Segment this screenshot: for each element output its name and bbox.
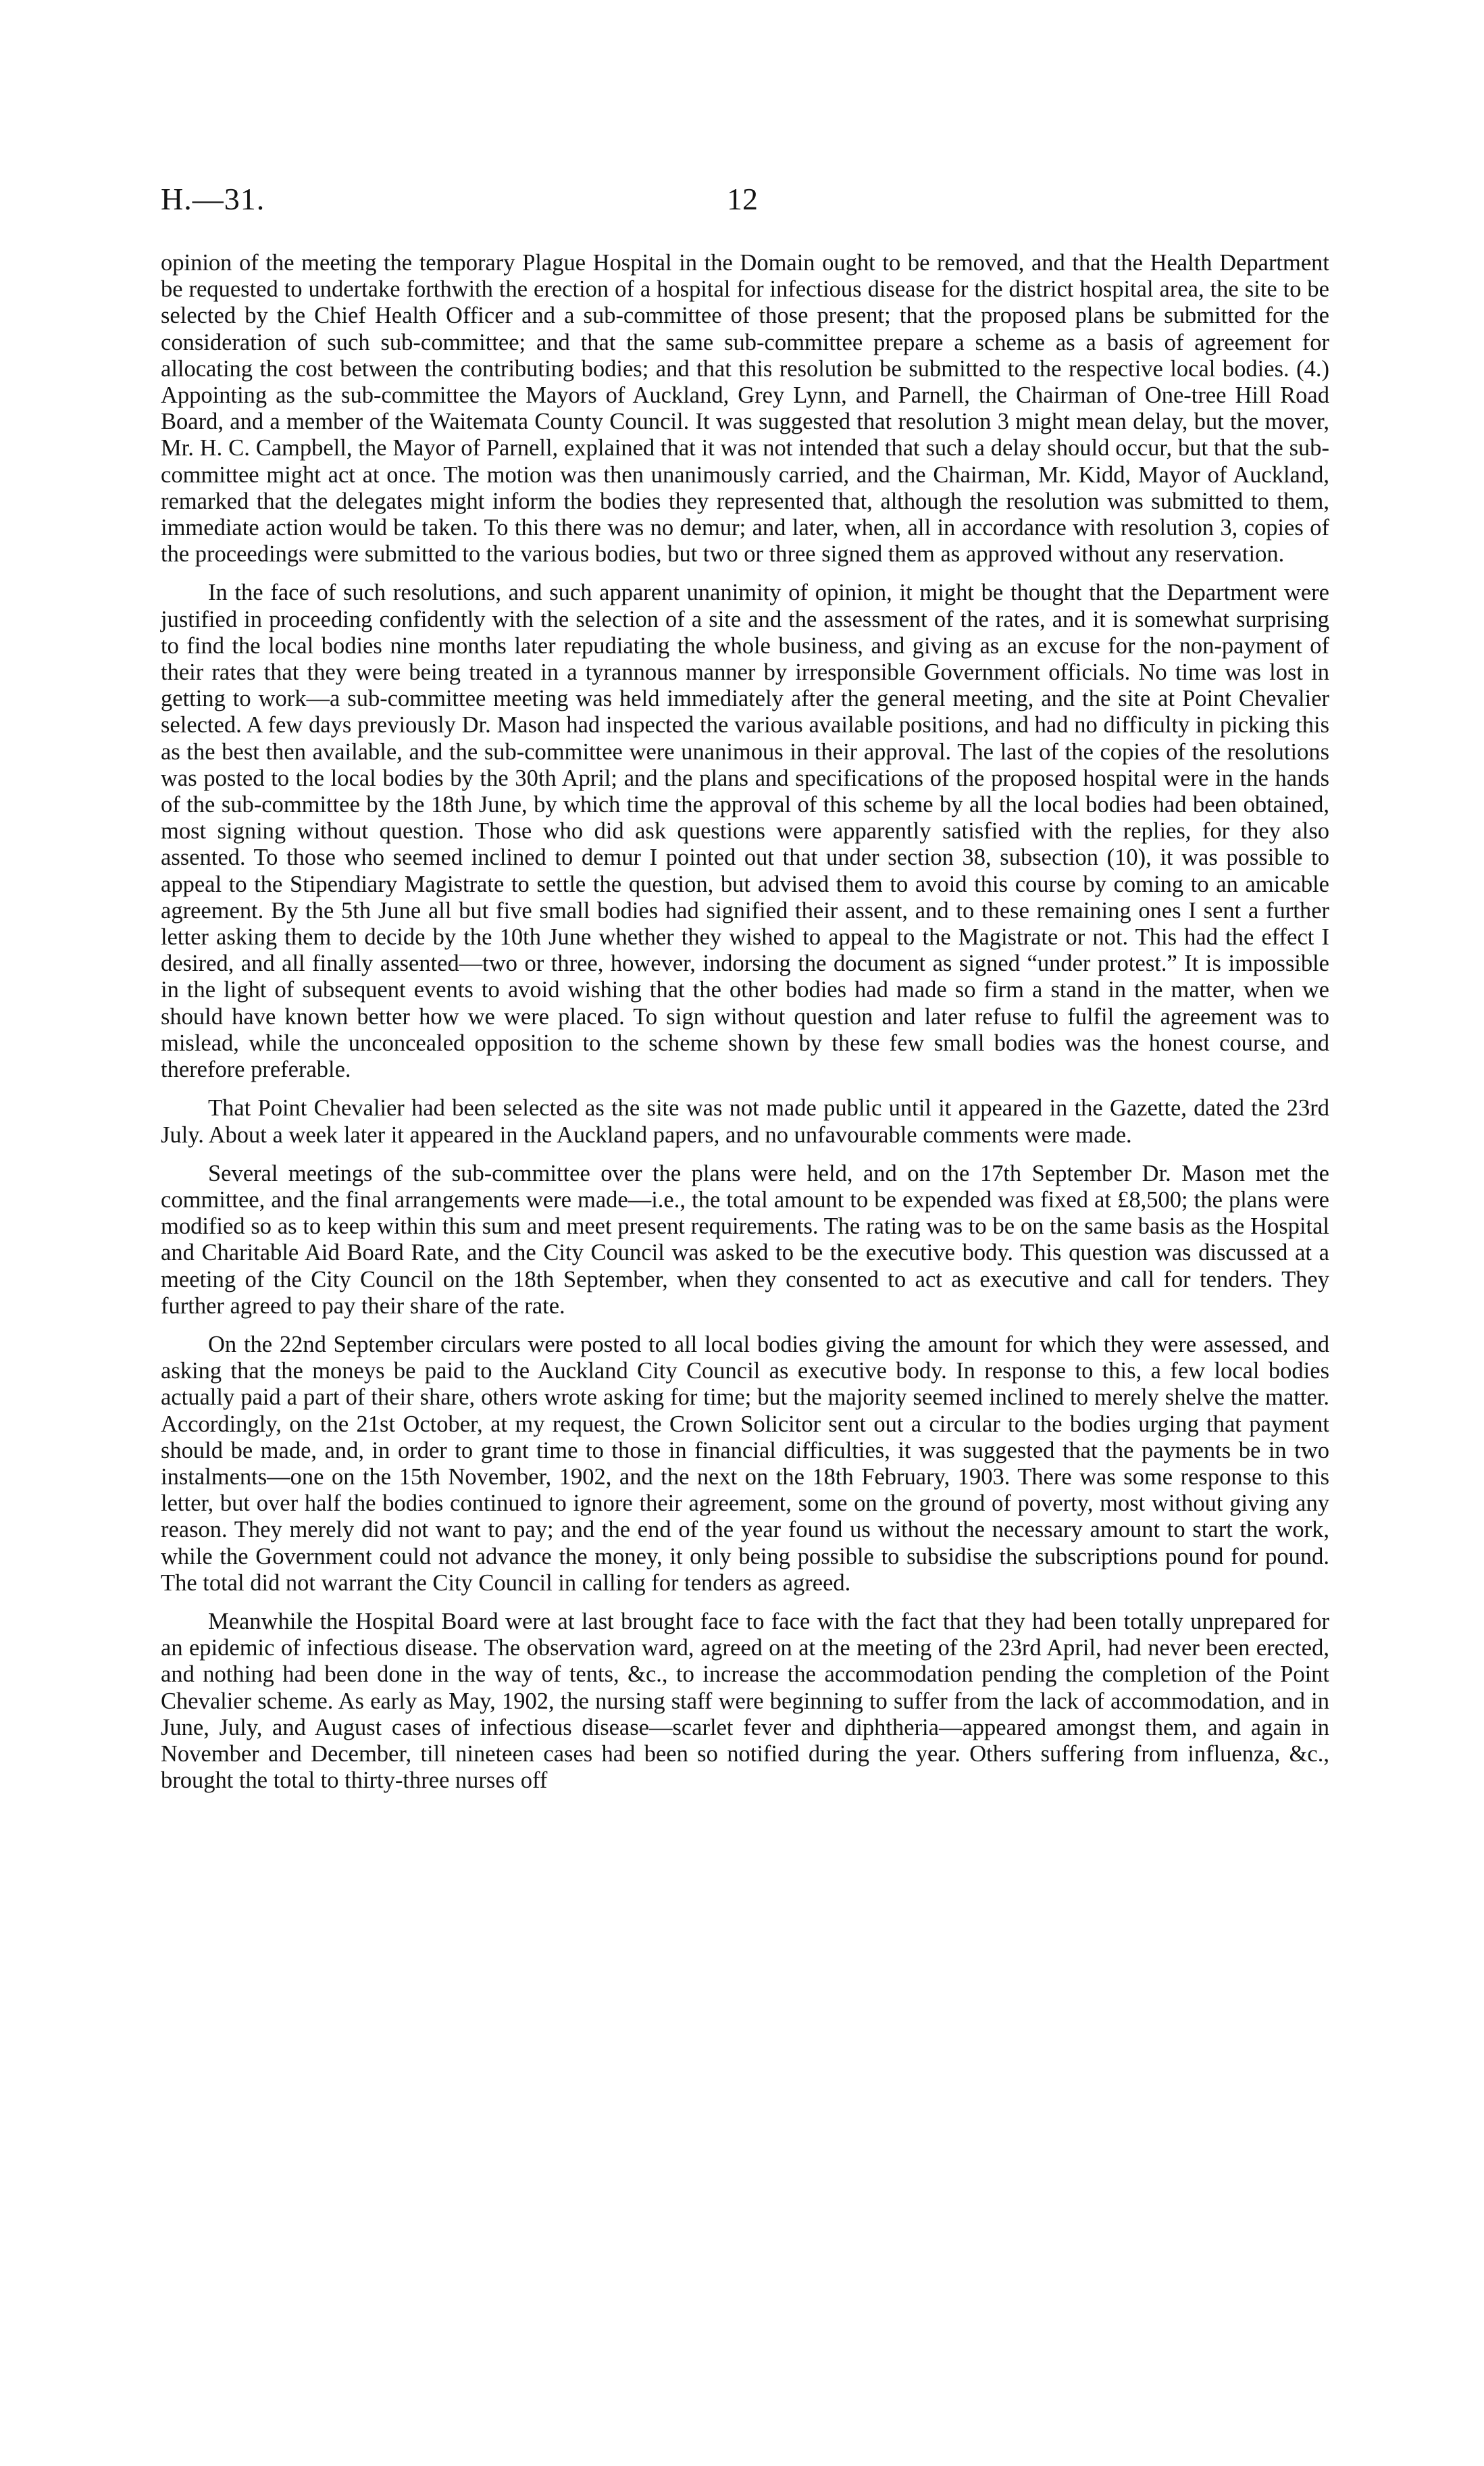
page-header	[161, 181, 1329, 228]
paragraph-5: On the 22nd September circulars were posted to all local bodies giving the amount for which they were assessed, and asking that the moneys be paid to the Auckland City Council as executive body. In response to this, a few local bodies actually paid a part of their share, others wrote asking for time; but the majority seemed inclined to merely shelve the matter. Accordingly, on the 21st October, at my request, the Crown Solicitor sent out a circular to the bodies urging that payment should be made, and, in order to grant time to those in financial difficulties, it was suggested that the payments be in two instalments—one on the 15th November, 1902, and the next on the 18th February, 1903. There was some response to this letter, but over half the bodies continued to ignore their agreement, some on the ground of poverty, most without giving any reason. They merely did not want to pay; and the end of the year found us without the necessary amount to start the work, while the Government could not advance the money, it only being possible to subsidise the subscriptions pound for pound. The total did not warrant the City Council in calling for tenders as agreed.	[161, 1331, 1329, 1596]
paragraph-3: That Point Chevalier had been selected as the site was not made public until it appeared in the Gazette, dated the 23rd July. About a week later it appeared in the Auckland papers, and no unfavourable comments were made.	[161, 1095, 1329, 1148]
paragraph-4: Several meetings of the sub-committee over the plans were held, and on the 17th September Dr. Mason met the committee, and the final arrangements were made—i.e., the total amount to be expended was fixed at £8,500; the plans were modified so as to keep within this sum and meet present requirements. The rating was to be on the same basis as the Hospital and Charitable Aid Board Rate, and the City Council was asked to be the executive body. This question was discussed at a meeting of the City Council on the 18th September, when they consented to act as executive and call for tenders. They further agreed to pay their share of the rate.	[161, 1160, 1329, 1319]
page-number: 12	[727, 182, 758, 216]
document-reference: H.—31.	[161, 182, 265, 216]
paragraph-6: Meanwhile the Hospital Board were at last brought face to face with the fact that they had been totally unprepared for an epidemic of infectious disease. The observation ward, agreed on at the meeting of the 23rd April, had never been erected, and nothing had been done in the way of tents, &c., to increase the accommodation pending the completion of the Point Chevalier scheme. As early as May, 1902, the nursing staff were beginning to suffer from the lack of accommodation, and in June, July, and August cases of infectious disease—scarlet fever and diphtheria—appeared amongst them, and again in November and December, till nineteen cases had been so notified during the year. Others suffering from influenza, &c., brought the total to thirty-three nurses off	[161, 1608, 1329, 1794]
body-text	[161, 250, 1329, 1794]
paragraph-1: opinion of the meeting the temporary Plague Hospital in the Domain ought to be removed, and that the Health Department be requested to undertake forthwith the erection of a hospital for infectious disease for the district hospital area, the site to be selected by the Chief Health Officer and a sub-committee of those present; that the proposed plans be submitted for the consideration of such sub-committee; and that the same sub-committee prepare a scheme as a basis of agreement for allocating the cost between the contributing bodies; and that this resolution be submitted to the respective local bodies. (4.) Appointing as the sub-committee the Mayors of Auckland, Grey Lynn, and Parnell, the Chairman of One-tree Hill Road Board, and a member of the Waitemata County Council. It was suggested that resolution 3 might mean delay, but the mover, Mr. H. C. Campbell, the Mayor of Parnell, explained that it was not intended that such a delay should occur, but that the sub-committee might act at once. The motion was then unanimously carried, and the Chairman, Mr. Kidd, Mayor of Auckland, remarked that the delegates might inform the bodies they represented that, although the resolution was submitted to them, immediate action would be taken. To this there was no demur; and later, when, all in accordance with resolution 3, copies of the proceedings were submitted to the various bodies, but two or three signed them as approved without any reservation.	[161, 250, 1329, 568]
paragraph-2: In the face of such resolutions, and such apparent unanimity of opinion, it might be thought that the Department were justified in proceeding confidently with the selection of a site and the assessment of the rates, and it is somewhat surprising to find the local bodies nine months later repudiating the whole business, and giving as an excuse for the non-payment of their rates that they were being treated in a tyrannous manner by irresponsible Government officials. No time was lost in getting to work—a sub-committee meeting was held immediately after the general meeting, and the site at Point Chevalier selected. A few days previously Dr. Mason had inspected the various available positions, and had no difficulty in picking this as the best then available, and the sub-committee were unanimous in their approval. The last of the copies of the resolutions was posted to the local bodies by the 30th April; and the plans and specifications of the proposed hospital were in the hands of the sub-committee by the 18th June, by which time the approval of this scheme by all the local bodies had been obtained, most signing without question. Those who did ask questions were apparently satisfied with the replies, for they also assented. To those who seemed inclined to demur I pointed out that under section 38, subsection (10), it was possible to appeal to the Stipendiary Magistrate to settle the question, but advised them to avoid this course by coming to an amicable agreement. By the 5th June all but five small bodies had signified their assent, and to these remaining ones I sent a further letter asking them to decide by the 10th June whether they wished to appeal to the Magistrate or not. This had the effect I desired, and all finally assented—two or three, however, indorsing the document as signed “under protest.” It is impossible in the light of subsequent events to avoid wishing that the other bodies had made so firm a stand in the matter, when we should have known better how we were placed. To sign without question and later refuse to fulfil the agreement was to mislead, while the unconcealed opposition to the scheme shown by these few small bodies was the honest course, and therefore preferable.	[161, 580, 1329, 1083]
